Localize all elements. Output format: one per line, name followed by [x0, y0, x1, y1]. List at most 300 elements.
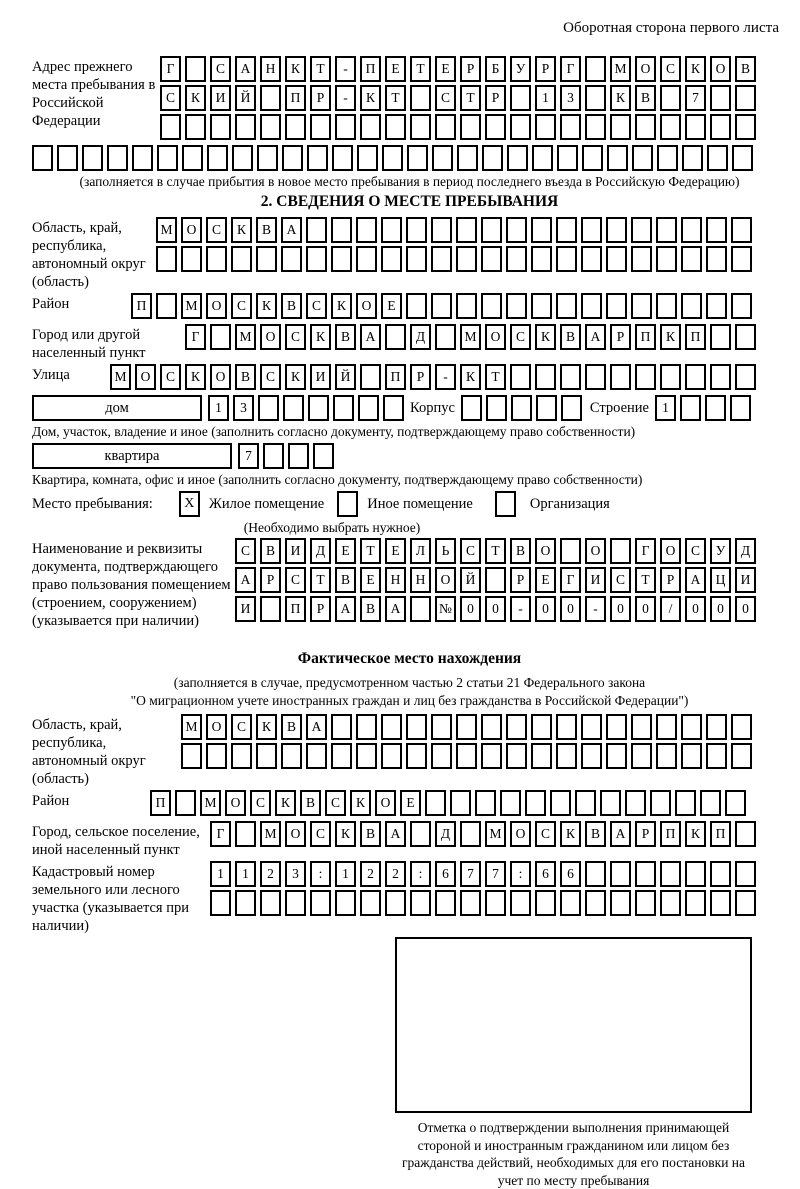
char-box[interactable]: О	[210, 364, 231, 390]
char-box[interactable]: Г	[160, 56, 181, 82]
char-box[interactable]: А	[306, 714, 327, 740]
char-box[interactable]: 2	[385, 861, 406, 887]
kvartira-number-boxes[interactable]	[238, 443, 338, 469]
ulitsa-row[interactable]	[110, 364, 760, 390]
prev-address-row-2[interactable]	[160, 85, 760, 111]
char-box[interactable]	[735, 324, 756, 350]
char-box[interactable]	[585, 364, 606, 390]
char-box[interactable]: П	[131, 293, 152, 319]
char-box[interactable]	[656, 293, 677, 319]
char-box[interactable]: С	[460, 538, 481, 564]
char-box[interactable]: О	[710, 56, 731, 82]
char-box[interactable]	[432, 145, 453, 171]
char-box[interactable]: С	[160, 85, 181, 111]
char-box[interactable]: В	[260, 538, 281, 564]
char-box[interactable]	[406, 246, 427, 272]
char-box[interactable]: Р	[510, 567, 531, 593]
char-box[interactable]: К	[185, 364, 206, 390]
char-box[interactable]: К	[231, 217, 252, 243]
char-box[interactable]	[581, 743, 602, 769]
char-box[interactable]	[681, 293, 702, 319]
char-box[interactable]	[57, 145, 78, 171]
char-box[interactable]: К	[460, 364, 481, 390]
char-box[interactable]: И	[210, 85, 231, 111]
char-box[interactable]	[481, 293, 502, 319]
char-box[interactable]: 0	[485, 596, 506, 622]
char-box[interactable]: С	[250, 790, 271, 816]
char-box[interactable]: П	[685, 324, 706, 350]
char-box[interactable]	[610, 890, 631, 916]
char-box[interactable]: О	[660, 538, 681, 564]
char-box[interactable]	[660, 890, 681, 916]
char-box[interactable]	[263, 443, 284, 469]
char-box[interactable]	[632, 145, 653, 171]
gorod-row[interactable]	[185, 324, 760, 350]
char-box[interactable]	[175, 790, 196, 816]
char-box[interactable]	[231, 743, 252, 769]
char-box[interactable]	[532, 145, 553, 171]
char-box[interactable]: 7	[238, 443, 259, 469]
char-box[interactable]: С	[206, 217, 227, 243]
char-box[interactable]: Р	[660, 567, 681, 593]
char-box[interactable]: К	[310, 324, 331, 350]
char-box[interactable]: У	[510, 56, 531, 82]
char-box[interactable]	[288, 443, 309, 469]
char-box[interactable]	[730, 395, 751, 421]
char-box[interactable]: М	[200, 790, 221, 816]
char-box[interactable]: К	[350, 790, 371, 816]
char-box[interactable]	[525, 790, 546, 816]
char-box[interactable]	[306, 246, 327, 272]
char-box[interactable]	[606, 293, 627, 319]
char-box[interactable]	[485, 567, 506, 593]
char-box[interactable]	[510, 114, 531, 140]
char-box[interactable]: 7	[460, 861, 481, 887]
checkbox-inoe[interactable]	[337, 491, 358, 517]
char-box[interactable]	[232, 145, 253, 171]
char-box[interactable]	[481, 217, 502, 243]
char-box[interactable]	[531, 246, 552, 272]
char-box[interactable]	[656, 714, 677, 740]
char-box[interactable]: Ь	[435, 538, 456, 564]
char-box[interactable]: -	[585, 596, 606, 622]
char-box[interactable]	[556, 743, 577, 769]
char-box[interactable]	[585, 114, 606, 140]
char-box[interactable]	[256, 743, 277, 769]
char-box[interactable]: Р	[260, 567, 281, 593]
char-box[interactable]: 0	[685, 596, 706, 622]
stroenie-boxes[interactable]	[655, 395, 755, 421]
char-box[interactable]	[356, 714, 377, 740]
char-box[interactable]	[511, 395, 532, 421]
char-box[interactable]	[32, 145, 53, 171]
char-box[interactable]	[535, 364, 556, 390]
char-box[interactable]: Е	[385, 538, 406, 564]
char-box[interactable]	[535, 114, 556, 140]
char-box[interactable]	[132, 145, 153, 171]
korpus-boxes[interactable]	[461, 395, 586, 421]
char-box[interactable]: Г	[210, 821, 231, 847]
char-box[interactable]	[635, 114, 656, 140]
prev-address-row-1[interactable]	[160, 56, 760, 82]
char-box[interactable]	[536, 395, 557, 421]
char-box[interactable]: -	[435, 364, 456, 390]
char-box[interactable]	[706, 217, 727, 243]
char-box[interactable]: С	[260, 364, 281, 390]
char-box[interactable]	[107, 145, 128, 171]
char-box[interactable]: К	[660, 324, 681, 350]
char-box[interactable]	[660, 364, 681, 390]
char-box[interactable]: А	[360, 324, 381, 350]
char-box[interactable]	[356, 246, 377, 272]
char-box[interactable]: П	[710, 821, 731, 847]
char-box[interactable]	[258, 395, 279, 421]
char-box[interactable]: 3	[560, 85, 581, 111]
char-box[interactable]	[285, 890, 306, 916]
char-box[interactable]	[307, 145, 328, 171]
char-box[interactable]: Д	[310, 538, 331, 564]
char-box[interactable]: С	[325, 790, 346, 816]
char-box[interactable]	[460, 114, 481, 140]
char-box[interactable]	[210, 890, 231, 916]
char-box[interactable]: 0	[560, 596, 581, 622]
checkbox-zhiloe[interactable]: X	[179, 491, 200, 517]
char-box[interactable]: С	[535, 821, 556, 847]
char-box[interactable]	[431, 217, 452, 243]
char-box[interactable]	[606, 246, 627, 272]
char-box[interactable]	[435, 324, 456, 350]
char-box[interactable]: М	[485, 821, 506, 847]
char-box[interactable]: Л	[410, 538, 431, 564]
char-box[interactable]: Т	[635, 567, 656, 593]
char-box[interactable]: 6	[535, 861, 556, 887]
char-box[interactable]: В	[300, 790, 321, 816]
char-box[interactable]	[156, 293, 177, 319]
char-box[interactable]: 1	[208, 395, 229, 421]
char-box[interactable]	[531, 293, 552, 319]
char-box[interactable]	[425, 790, 446, 816]
char-box[interactable]: :	[310, 861, 331, 887]
char-box[interactable]	[406, 293, 427, 319]
checkbox-organizaciya[interactable]	[495, 491, 516, 517]
char-box[interactable]	[356, 217, 377, 243]
char-box[interactable]: А	[335, 596, 356, 622]
char-box[interactable]	[410, 596, 431, 622]
char-box[interactable]: С	[231, 293, 252, 319]
char-box[interactable]: П	[360, 56, 381, 82]
char-box[interactable]	[585, 890, 606, 916]
char-box[interactable]	[486, 395, 507, 421]
char-box[interactable]: Т	[485, 364, 506, 390]
char-box[interactable]	[481, 246, 502, 272]
char-box[interactable]	[731, 743, 752, 769]
char-box[interactable]	[685, 364, 706, 390]
char-box[interactable]: Д	[410, 324, 431, 350]
char-box[interactable]	[256, 246, 277, 272]
char-box[interactable]: И	[735, 567, 756, 593]
char-box[interactable]: Е	[435, 56, 456, 82]
fact-rayon-row[interactable]	[150, 790, 750, 816]
char-box[interactable]: К	[285, 56, 306, 82]
char-box[interactable]	[231, 246, 252, 272]
char-box[interactable]	[631, 293, 652, 319]
char-box[interactable]	[207, 145, 228, 171]
char-box[interactable]	[631, 743, 652, 769]
char-box[interactable]: М	[181, 714, 202, 740]
char-box[interactable]: И	[585, 567, 606, 593]
char-box[interactable]	[310, 114, 331, 140]
char-box[interactable]	[706, 714, 727, 740]
char-box[interactable]	[706, 293, 727, 319]
char-box[interactable]: П	[385, 364, 406, 390]
char-box[interactable]: /	[660, 596, 681, 622]
char-box[interactable]: И	[285, 538, 306, 564]
char-box[interactable]: :	[510, 861, 531, 887]
char-box[interactable]	[656, 217, 677, 243]
char-box[interactable]	[332, 145, 353, 171]
char-box[interactable]	[731, 246, 752, 272]
char-box[interactable]: 1	[235, 861, 256, 887]
doc-row-2[interactable]	[235, 567, 760, 593]
char-box[interactable]	[710, 324, 731, 350]
char-box[interactable]	[481, 714, 502, 740]
char-box[interactable]: А	[385, 821, 406, 847]
dom-number-boxes[interactable]	[208, 395, 408, 421]
char-box[interactable]: К	[285, 364, 306, 390]
char-box[interactable]: Г	[185, 324, 206, 350]
char-box[interactable]: М	[260, 821, 281, 847]
char-box[interactable]: И	[235, 596, 256, 622]
char-box[interactable]: 1	[655, 395, 676, 421]
char-box[interactable]: Й	[235, 85, 256, 111]
char-box[interactable]	[381, 714, 402, 740]
char-box[interactable]	[556, 293, 577, 319]
char-box[interactable]	[531, 714, 552, 740]
char-box[interactable]	[313, 443, 334, 469]
char-box[interactable]: К	[685, 56, 706, 82]
char-box[interactable]: 6	[435, 861, 456, 887]
char-box[interactable]: Е	[335, 538, 356, 564]
char-box[interactable]	[610, 538, 631, 564]
char-box[interactable]	[710, 85, 731, 111]
char-box[interactable]	[585, 861, 606, 887]
char-box[interactable]	[631, 217, 652, 243]
char-box[interactable]: М	[181, 293, 202, 319]
char-box[interactable]: :	[410, 861, 431, 887]
char-box[interactable]	[357, 145, 378, 171]
char-box[interactable]	[181, 743, 202, 769]
char-box[interactable]: В	[235, 364, 256, 390]
char-box[interactable]: О	[485, 324, 506, 350]
char-box[interactable]: Н	[260, 56, 281, 82]
char-box[interactable]: 1	[210, 861, 231, 887]
char-box[interactable]	[306, 743, 327, 769]
char-box[interactable]	[606, 743, 627, 769]
char-box[interactable]: В	[335, 567, 356, 593]
char-box[interactable]	[431, 293, 452, 319]
char-box[interactable]: С	[285, 324, 306, 350]
char-box[interactable]: -	[510, 596, 531, 622]
char-box[interactable]: А	[235, 567, 256, 593]
char-box[interactable]	[210, 324, 231, 350]
char-box[interactable]: Т	[485, 538, 506, 564]
char-box[interactable]: П	[635, 324, 656, 350]
char-box[interactable]: К	[360, 85, 381, 111]
char-box[interactable]	[360, 890, 381, 916]
char-box[interactable]: О	[135, 364, 156, 390]
char-box[interactable]	[682, 145, 703, 171]
char-box[interactable]	[410, 85, 431, 111]
char-box[interactable]	[281, 246, 302, 272]
char-box[interactable]: Р	[460, 56, 481, 82]
char-box[interactable]	[460, 821, 481, 847]
char-box[interactable]	[731, 714, 752, 740]
char-box[interactable]	[456, 743, 477, 769]
char-box[interactable]	[710, 890, 731, 916]
char-box[interactable]: К	[185, 85, 206, 111]
char-box[interactable]: С	[435, 85, 456, 111]
char-box[interactable]: 3	[285, 861, 306, 887]
char-box[interactable]	[700, 790, 721, 816]
char-box[interactable]: С	[306, 293, 327, 319]
char-box[interactable]: У	[710, 538, 731, 564]
char-box[interactable]	[381, 217, 402, 243]
char-box[interactable]: Д	[435, 821, 456, 847]
char-box[interactable]	[235, 890, 256, 916]
char-box[interactable]: В	[281, 714, 302, 740]
char-box[interactable]	[635, 890, 656, 916]
char-box[interactable]	[685, 114, 706, 140]
doc-row-3[interactable]	[235, 596, 760, 622]
char-box[interactable]	[535, 890, 556, 916]
char-box[interactable]	[600, 790, 621, 816]
char-box[interactable]	[185, 114, 206, 140]
char-box[interactable]: 1	[335, 861, 356, 887]
char-box[interactable]: Б	[485, 56, 506, 82]
char-box[interactable]: -	[335, 56, 356, 82]
char-box[interactable]: К	[535, 324, 556, 350]
char-box[interactable]: О	[356, 293, 377, 319]
char-box[interactable]	[731, 217, 752, 243]
char-box[interactable]	[260, 596, 281, 622]
char-box[interactable]	[182, 145, 203, 171]
char-box[interactable]: 0	[610, 596, 631, 622]
char-box[interactable]: К	[275, 790, 296, 816]
char-box[interactable]: 3	[233, 395, 254, 421]
char-box[interactable]	[582, 145, 603, 171]
char-box[interactable]	[456, 246, 477, 272]
char-box[interactable]	[510, 890, 531, 916]
char-box[interactable]	[585, 56, 606, 82]
doc-row-1[interactable]	[235, 538, 760, 564]
char-box[interactable]: Ц	[710, 567, 731, 593]
char-box[interactable]	[650, 790, 671, 816]
char-box[interactable]	[181, 246, 202, 272]
fact-oblast-row-1[interactable]	[181, 714, 756, 740]
char-box[interactable]: О	[435, 567, 456, 593]
char-box[interactable]: Р	[310, 596, 331, 622]
char-box[interactable]	[407, 145, 428, 171]
char-box[interactable]	[606, 217, 627, 243]
char-box[interactable]: А	[610, 821, 631, 847]
char-box[interactable]	[410, 114, 431, 140]
char-box[interactable]	[710, 364, 731, 390]
char-box[interactable]: 7	[485, 861, 506, 887]
char-box[interactable]	[561, 395, 582, 421]
char-box[interactable]	[456, 217, 477, 243]
char-box[interactable]	[185, 56, 206, 82]
char-box[interactable]: С	[610, 567, 631, 593]
char-box[interactable]	[335, 890, 356, 916]
char-box[interactable]	[581, 246, 602, 272]
kadastr-row-1[interactable]	[210, 861, 760, 887]
char-box[interactable]	[260, 114, 281, 140]
char-box[interactable]	[160, 114, 181, 140]
char-box[interactable]	[506, 217, 527, 243]
char-box[interactable]: О	[535, 538, 556, 564]
char-box[interactable]: Р	[410, 364, 431, 390]
oblast-row-1[interactable]	[156, 217, 756, 243]
char-box[interactable]	[631, 246, 652, 272]
char-box[interactable]	[635, 364, 656, 390]
char-box[interactable]	[331, 246, 352, 272]
char-box[interactable]	[385, 890, 406, 916]
char-box[interactable]	[710, 114, 731, 140]
char-box[interactable]: Т	[310, 56, 331, 82]
char-box[interactable]: О	[206, 714, 227, 740]
char-box[interactable]	[410, 821, 431, 847]
char-box[interactable]	[732, 145, 753, 171]
oblast-row-2[interactable]	[156, 246, 756, 272]
char-box[interactable]: В	[735, 56, 756, 82]
char-box[interactable]	[707, 145, 728, 171]
char-box[interactable]: В	[281, 293, 302, 319]
char-box[interactable]	[485, 890, 506, 916]
char-box[interactable]: А	[281, 217, 302, 243]
char-box[interactable]	[333, 395, 354, 421]
fact-gorod-row[interactable]	[210, 821, 760, 847]
char-box[interactable]: П	[660, 821, 681, 847]
char-box[interactable]	[235, 114, 256, 140]
fact-oblast-row-2[interactable]	[181, 743, 756, 769]
char-box[interactable]: 0	[635, 596, 656, 622]
char-box[interactable]	[482, 145, 503, 171]
char-box[interactable]: В	[635, 85, 656, 111]
char-box[interactable]: В	[360, 821, 381, 847]
char-box[interactable]: О	[585, 538, 606, 564]
char-box[interactable]: С	[160, 364, 181, 390]
char-box[interactable]	[735, 364, 756, 390]
char-box[interactable]	[82, 145, 103, 171]
char-box[interactable]	[431, 743, 452, 769]
char-box[interactable]	[210, 114, 231, 140]
char-box[interactable]: Г	[635, 538, 656, 564]
char-box[interactable]	[331, 714, 352, 740]
char-box[interactable]	[360, 114, 381, 140]
char-box[interactable]: Н	[385, 567, 406, 593]
char-box[interactable]	[735, 114, 756, 140]
char-box[interactable]: Е	[381, 293, 402, 319]
char-box[interactable]	[506, 714, 527, 740]
char-box[interactable]: С	[510, 324, 531, 350]
char-box[interactable]: К	[256, 293, 277, 319]
char-box[interactable]	[735, 861, 756, 887]
char-box[interactable]	[431, 246, 452, 272]
char-box[interactable]	[460, 890, 481, 916]
char-box[interactable]	[681, 743, 702, 769]
char-box[interactable]	[383, 395, 404, 421]
char-box[interactable]: О	[206, 293, 227, 319]
